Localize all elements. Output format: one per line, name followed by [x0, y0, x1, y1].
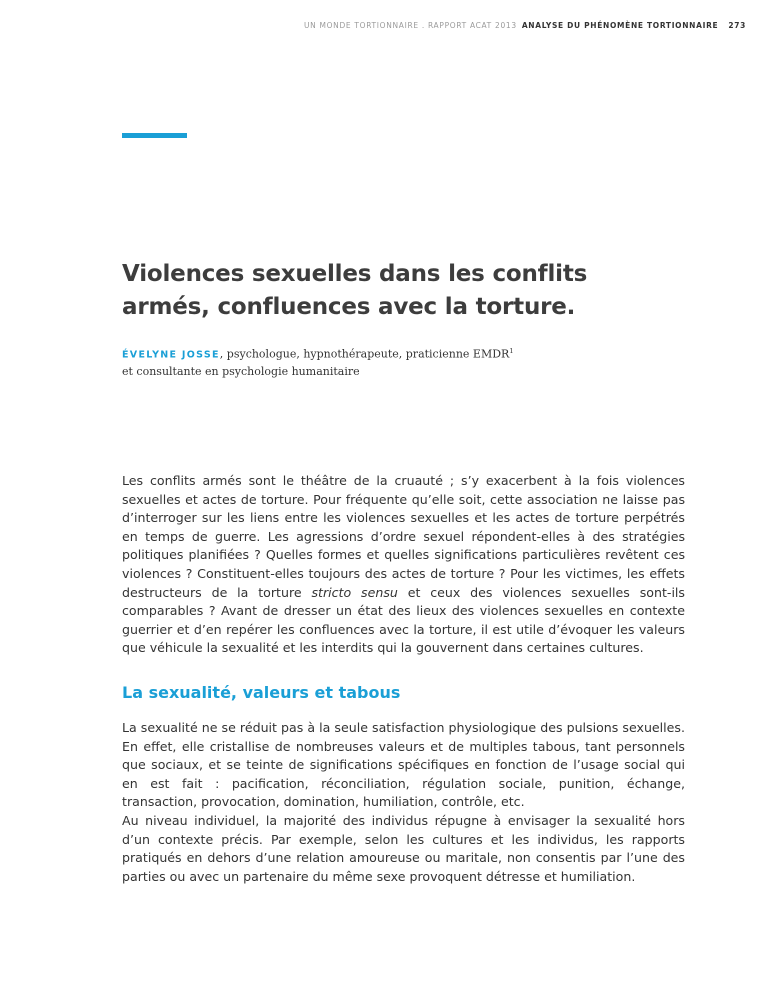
- intro-text-2: et ceux des violences sexuelles sont-ils comparables ? Avant de dresser un état des lieux des violences sexuelles en contexte guerrier et d’en repérer les confluences avec la torture, il est utile d’évoquer les valeurs que véhicule la sexualité et les interdits qui la gouvernent dans certaines cultures.: [122, 584, 685, 656]
- page-number: 273: [728, 20, 746, 30]
- intro-text-1: Les conflits armés sont le théâtre de la cruauté ; s’y exacerbent à la fois violences sexuelles et actes de torture. Pour fréquente qu’elle soit, cette association ne laisse pas d’interroger sur les liens entre les violences sexuelles et les actes de torture perpétrés en temps de guerre. Les agressions d’ordre sexuel répondent-elles à des stratégies politiques planifiées ? Quelles formes et quelles significations particulières revêtent ces violences ? Constituent-elles toujours des actes de torture ? Pour les victimes, les effets destructeurs de la torture: [122, 473, 685, 600]
- author-description: , psychologue, hypnothérapeute, praticienne EMDR: [219, 347, 510, 361]
- author-description-cont: et consultante en psychologie humanitaire: [122, 364, 360, 378]
- article-title: Violences sexuelles dans les conflits armés, confluences avec la torture.: [122, 261, 588, 320]
- section-body: [122, 719, 685, 886]
- body-paragraph-1: La sexualité ne se réduit pas à la seule satisfaction physiologique des pulsions sexuelles. En effet, elle cristallise de nombreuses valeurs et de multiples tabous, tant personnels que sociaux, et se teinte de significations spécifiques en fonction de l’usage social qui en est fait : pacification, réconciliation, régulation sociale, punition, échange, transaction, provocation, domination, humiliation, contrôle, etc.: [122, 720, 685, 810]
- footnote-ref[interactable]: 1: [509, 347, 514, 355]
- running-header: [304, 20, 746, 30]
- section-heading: La sexualité, valeurs et tabous: [122, 683, 401, 702]
- accent-bar: [122, 133, 187, 138]
- section-label: ANALYSE DU PHÉNOMÈNE TORTIONNAIRE: [521, 20, 719, 30]
- intro-italic: stricto sensu: [311, 584, 398, 600]
- author-line: [122, 343, 662, 380]
- running-title: UN MONDE TORTIONNAIRE . RAPPORT ACAT 2013: [303, 20, 517, 30]
- body-paragraph-2: Au niveau individuel, la majorité des individus répugne à envisager la sexualité hors d’un contexte précis. Par exemple, selon les cultures et les individus, les rapports pratiqués en dehors d’une relation amoureuse ou maritale, non consentis par l’une des parties ou avec un partenaire du même sexe provoquent détresse et humiliation.: [122, 812, 685, 884]
- intro-paragraph: [122, 472, 685, 658]
- author-name: ÉVELYNE JOSSE: [122, 349, 220, 361]
